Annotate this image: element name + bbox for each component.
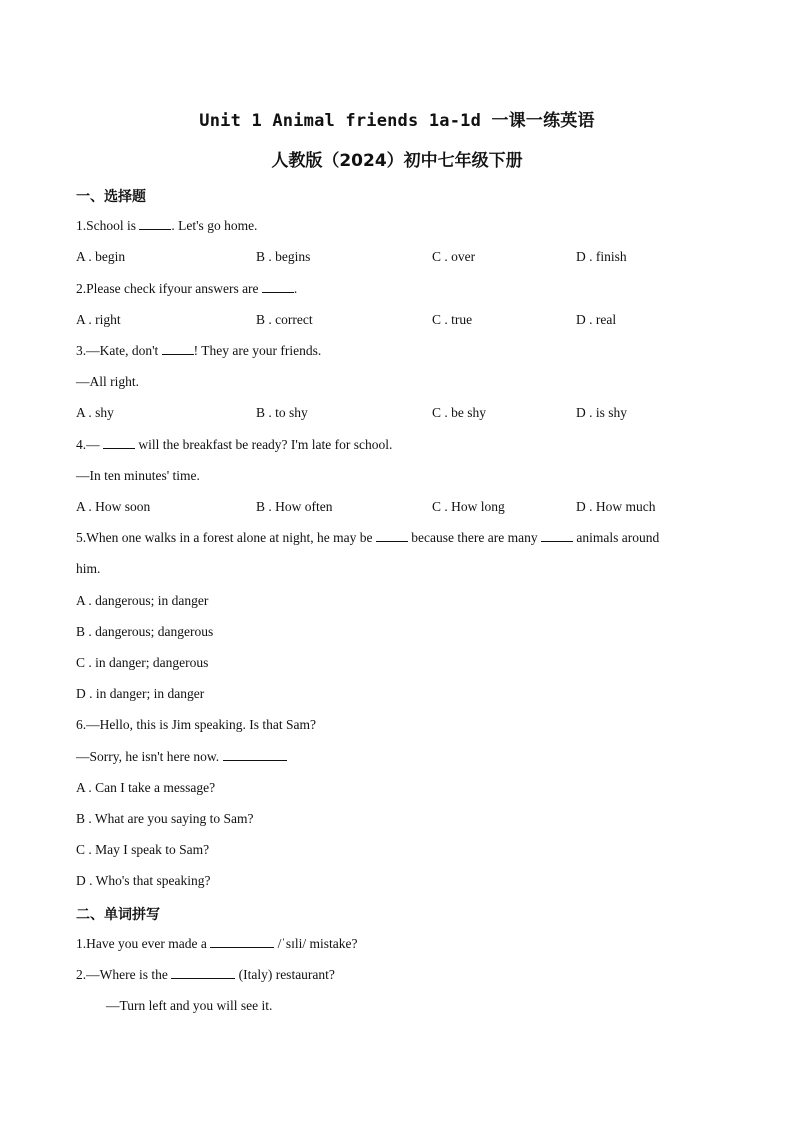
question-6-option-a[interactable]: A . Can I take a message? [76, 780, 216, 795]
answer-blank[interactable] [223, 749, 287, 761]
question-3-option-b[interactable]: B . to shy [256, 405, 308, 420]
question-1-option-d[interactable]: D . finish [576, 249, 627, 264]
question-4-option-c[interactable]: C . How long [432, 499, 505, 514]
question-5-option-c[interactable]: C . in danger; dangerous [76, 655, 209, 670]
question-6-stem: 6.—Hello, this is Jim speaking. Is that Sam? [76, 717, 316, 732]
question-6-option-c[interactable]: C . May I speak to Sam? [76, 842, 210, 857]
answer-blank[interactable] [376, 530, 408, 542]
question-6-reply: —Sorry, he isn't here now. [76, 749, 287, 765]
question-5-stem: 5.When one walks in a forest alone at night, he may be because there are many animals around [76, 530, 660, 545]
question-3-option-c[interactable]: C . be shy [432, 405, 486, 420]
question-3-reply: —All right. [76, 374, 139, 389]
question-3-option-d[interactable]: D . is shy [576, 405, 628, 420]
question-5-stem-continued: him. [76, 561, 101, 576]
answer-blank[interactable] [262, 281, 294, 293]
question-4-option-a[interactable]: A . How soon [76, 499, 151, 514]
question-3-stem: 3.—Kate, don't ! They are your friends. [76, 343, 322, 358]
spelling-question-2-reply: —Turn left and you will see it. [106, 998, 273, 1013]
question-2-option-d[interactable]: D . real [576, 312, 617, 327]
answer-blank[interactable] [103, 437, 135, 449]
question-2-option-c[interactable]: C . true [432, 312, 473, 327]
spelling-question-2: 2.—Where is the (Italy) restaurant? [76, 967, 335, 982]
section-heading-multiple-choice: 一、选择题 [76, 189, 146, 205]
question-4-option-b[interactable]: B . How often [256, 499, 333, 514]
question-2-option-a[interactable]: A . right [76, 312, 121, 327]
answer-blank[interactable] [541, 530, 573, 542]
question-4-option-d[interactable]: D . How much [576, 499, 656, 514]
answer-blank[interactable] [139, 218, 171, 230]
question-1-option-c[interactable]: C . over [432, 249, 476, 264]
spelling-question-1: 1.Have you ever made a /ˈsɪli/ mistake? [76, 936, 358, 951]
section-heading-spelling: 二、单词拼写 [76, 907, 160, 923]
answer-blank[interactable] [162, 343, 194, 355]
question-5-option-b[interactable]: B . dangerous; dangerous [76, 624, 214, 639]
question-1-option-a[interactable]: A . begin [76, 249, 126, 264]
answer-blank[interactable] [210, 936, 274, 948]
question-1-stem: 1.School is . Let's go home. [76, 218, 258, 233]
question-6-option-d[interactable]: D . Who's that speaking? [76, 873, 211, 888]
question-4-stem: 4.— will the breakfast be ready? I'm late for school. [76, 437, 393, 452]
question-2-stem: 2.Please check ifyour answers are . [76, 281, 298, 296]
worksheet-title: Unit 1 Animal friends 1a-1d 一课一练英语 [199, 111, 595, 131]
question-4-reply: —In ten minutes' time. [76, 468, 200, 483]
worksheet-subtitle: 人教版（2024）初中七年级下册 [271, 151, 523, 171]
question-6-option-b[interactable]: B . What are you saying to Sam? [76, 811, 254, 826]
question-1-option-b[interactable]: B . begins [256, 249, 311, 264]
question-5-option-d[interactable]: D . in danger; in danger [76, 686, 205, 701]
question-5-option-a[interactable]: A . dangerous; in danger [76, 593, 209, 608]
question-2-option-b[interactable]: B . correct [256, 312, 313, 327]
answer-blank[interactable] [171, 967, 235, 979]
question-3-option-a[interactable]: A . shy [76, 405, 114, 420]
